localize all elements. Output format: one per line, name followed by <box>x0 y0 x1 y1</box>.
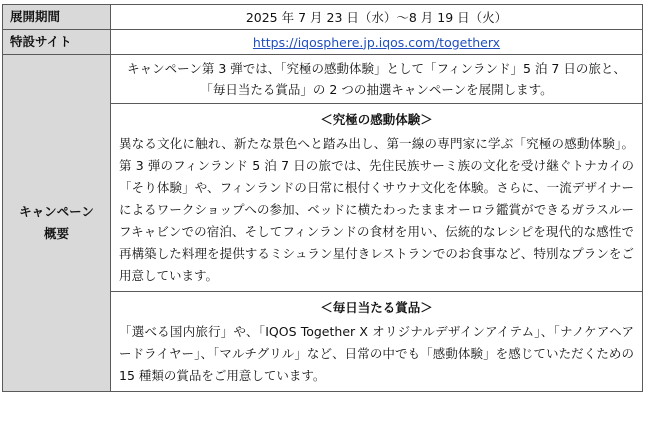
campaign-intro-row <box>3 55 643 104</box>
campaign-label <box>3 55 111 392</box>
period-row <box>3 5 643 30</box>
site-label: 特設サイト <box>3 30 111 55</box>
ultimate-experience-section <box>111 104 643 292</box>
daily-prize-title: ＜毎日当たる賞品＞ <box>320 300 433 315</box>
campaign-info-table <box>2 4 643 392</box>
campaign-intro-line1: キャンペーン第 3 弾では、「究極の感動体験」として「フィンランド」5 泊 7 日の旅と、 <box>127 61 626 76</box>
ultimate-experience-body: 異なる文化に触れ、新たな景色へと踏み出し、第一線の専門家に学ぶ「究極の感動体験」。第 3 弾のフィンランド 5 泊 7 日の旅では、先住民族サーミ族の文化を受け継ぐトナカイの「そり体験」や、フィンランドの日常に根付くサウナ文化を体験。さらに、一流デザイナーによるワークショップへの参加、ベッドに横たわったままオーロラ鑑賞ができるガラスルーフキャビンでの宿泊、そしてフィンランドの食材を用い、伝統的なレシピを現代的な感性で再構築した料理を提供するミシュラン星付きレストランでのお食事など、特別なプランをご用意しています。 <box>119 136 634 283</box>
campaign-intro-line2: 「毎日当たる賞品」の 2 つの抽選キャンペーンを展開します。 <box>200 82 553 97</box>
ultimate-experience-title: ＜究極の感動体験＞ <box>320 112 433 127</box>
period-value: 2025 年 7 月 23 日（水）～8 月 19 日（火） <box>111 5 643 30</box>
site-value-cell <box>111 30 643 55</box>
daily-prize-section <box>111 292 643 392</box>
campaign-intro <box>111 55 643 104</box>
daily-prize-body: 「選べる国内旅行」や、「IQOS Together X オリジナルデザインアイテム」、「ナノケアヘアードライヤー」、「マルチグリル」など、日常の中でも「感動体験」を感じていただくための 15 種類の賞品をご用意しています。 <box>119 324 634 383</box>
period-label: 展開期間 <box>3 5 111 30</box>
campaign-label-line1: キャンペーン <box>19 204 94 219</box>
site-row <box>3 30 643 55</box>
site-link[interactable]: https://iqosphere.jp.iqos.com/togetherx <box>252 34 501 50</box>
campaign-label-line2: 概要 <box>43 226 69 241</box>
